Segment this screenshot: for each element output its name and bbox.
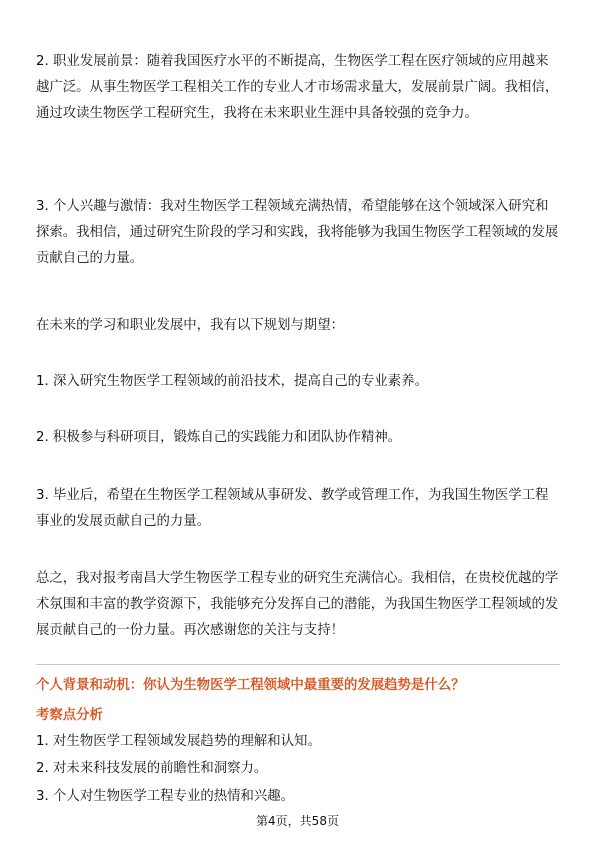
- paragraph-conclusion: 总之，我对报考南昌大学生物医学工程专业的研究生充满信心。我相信，在贵校优越的学术氛围和丰富的教学资源下，我能够充分发挥自己的潜能，为我国生物医学工程领域的发展贡献自己的一份力量。再次感谢您的关注与支持！: [36, 571, 559, 638]
- paragraph-personal-interest: 3. 个人兴趣与激情：我对生物医学工程领域充满热情，希望能够在这个领域深入研究和探索。我相信，通过研究生阶段的学习和实践，我将能够为我国生物医学工程领域的发展贡献自己的力量。: [36, 199, 559, 266]
- page-number: 第4页，共58页: [256, 814, 339, 828]
- analysis-point-1: 1. 对生物医学工程领域发展趋势的理解和认知。: [36, 734, 321, 749]
- interview-question-title: 个人背景和动机：你认为生物医学工程领域中最重要的发展趋势是什么？: [36, 678, 465, 693]
- analysis-point-2: 2. 对未来科技发展的前瞻性和洞察力。: [36, 761, 268, 776]
- paragraph-plans-intro: 在未来的学习和职业发展中，我有以下规划与期望：: [36, 318, 344, 333]
- paragraph-career-prospects: 2. 职业发展前景：随着我国医疗水平的不断提高，生物医学工程在医疗领域的应用越来越广泛。从事生物医学工程相关工作的专业人才市场需求量大，发展前景广阔。我相信，通过攻读生物医学工程研究生，我将在未来职业生涯中具备较强的竞争力。: [36, 54, 559, 121]
- plan-item-2: 2. 积极参与科研项目，锻炼自己的实践能力和团队协作精神。: [36, 430, 402, 445]
- plan-item-1: 1. 深入研究生物医学工程领域的前沿技术，提高自己的专业素养。: [36, 374, 428, 389]
- plan-item-3: 3. 毕业后，希望在生物医学工程领域从事研发、教学或管理工作，为我国生物医学工程事业的发展贡献自己的力量。: [36, 488, 549, 529]
- analysis-point-3: 3. 个人对生物医学工程专业的热情和兴趣。: [36, 789, 295, 804]
- analysis-section-heading: 考察点分析: [36, 708, 103, 723]
- section-divider: [36, 664, 560, 665]
